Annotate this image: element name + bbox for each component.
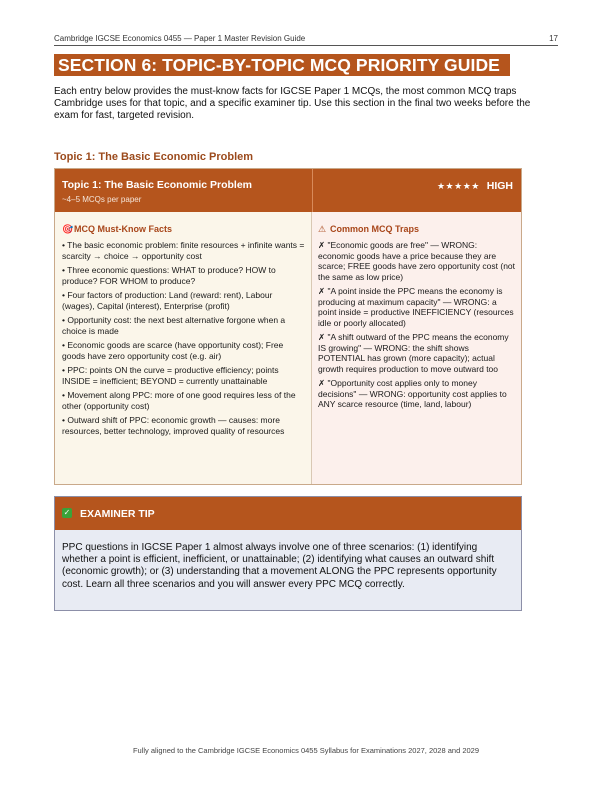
mcq-count: ~4–5 MCQs per paper — [62, 195, 142, 204]
section-intro: Each entry below provides the must-know facts for IGCSE Paper 1 MCQs, the most common MCQ traps Cambridge uses for that topic, and a specific examiner tip. Use this section in the final two weeks before the exam for fast, targeted revision. — [54, 86, 531, 122]
fact-item: • Movement along PPC: more of one good requires less of the other (opportunity cost) — [62, 390, 296, 411]
fact-item: • The basic economic problem: finite resources + infinite wants = scarcity → choice → opportunity cost — [62, 240, 305, 261]
fact-item: • PPC: points ON the curve = productive efficiency; points INSIDE = inefficient; BEYOND = currently unattainable — [62, 365, 279, 386]
fact-item: • Three economic questions: WHAT to produce? HOW to produce? FOR WHOM to produce? — [62, 265, 276, 286]
examiner-tip-header — [55, 497, 521, 530]
topic-card — [54, 168, 522, 485]
running-title: Cambridge IGCSE Economics 0455 — Paper 1 Master Revision Guide — [54, 34, 306, 43]
priority-label: HIGH — [486, 180, 513, 192]
star-rating-icon: ★★★★★ — [436, 181, 480, 191]
topic-heading: Topic 1: The Basic Economic Problem — [54, 151, 254, 163]
page-number: 17 — [549, 34, 558, 43]
examiner-tip-body: PPC questions in IGCSE Paper 1 almost always involve one of three scenarios: (1) identifying whether a point is efficient, inefficient, or unattainable; (2) identifying what causes an outward shift (economic growth); or (3) understanding that a movement ALONG the PPC represents opportunity cost. Learn all three scenarios and you will answer every PPC MCQ correctly. — [62, 542, 497, 590]
trap-item: ✗ "Opportunity cost applies only to money decisions" — WRONG: opportunity cost applies to ANY scarce resource (time, land, labour) — [318, 378, 507, 409]
examiner-tip-box — [54, 496, 522, 611]
running-header — [54, 34, 558, 46]
trap-item: ✗ "Economic goods are free" — WRONG: economic goods have a price because they are scarce; FREE goods have zero opportunity cost (not the same as low price) — [318, 240, 516, 282]
page-footer: Fully aligned to the Cambridge IGCSE Economics 0455 Syllabus for Examinations 2027, 2028 and 2029 — [132, 746, 480, 755]
fact-item: • Opportunity cost: the next best alternative forgone when a choice is made — [62, 315, 286, 336]
trap-item: ✗ "A point inside the PPC means the economy is producing at maximum capacity" — WRONG: a point inside = productive INEFFICIENCY (resources idle or poorly allocated) — [318, 286, 514, 328]
must-know-facts-column — [55, 212, 312, 484]
topic-card-title: Topic 1: The Basic Economic Problem — [62, 179, 253, 191]
warning-icon: ⚠ — [318, 224, 327, 234]
checkmark-icon: ✓ — [63, 508, 71, 517]
header-divider — [312, 169, 313, 212]
common-traps-title: ⚠ Common MCQ Traps — [318, 224, 420, 234]
fact-item: • Four factors of production: Land (reward: rent), Labour (wages), Capital (interest), Enterprise (profit) — [62, 290, 273, 311]
must-know-facts-title: 🎯MCQ Must-Know Facts — [62, 224, 172, 234]
fact-item: • Outward shift of PPC: economic growth — causes: more resources, better technology, improved quality of resources — [62, 415, 285, 436]
priority-rating — [437, 180, 513, 192]
common-traps-column — [312, 212, 521, 484]
fact-item: • Economic goods are scarce (have opportunity cost); Free goods have zero opportunity cost (e.g. air) — [62, 340, 284, 361]
section-title: SECTION 6: TOPIC-BY-TOPIC MCQ PRIORITY GUIDE — [54, 54, 510, 76]
trap-item: ✗ "A shift outward of the PPC means the economy IS growing" — WRONG: the shift shows POTENTIAL has grown (more capacity); actual growth requires production to move outward too — [318, 332, 509, 374]
topic-card-header — [55, 169, 521, 212]
target-icon: 🎯 — [62, 224, 74, 234]
examiner-tip-title: EXAMINER TIP — [80, 508, 155, 520]
